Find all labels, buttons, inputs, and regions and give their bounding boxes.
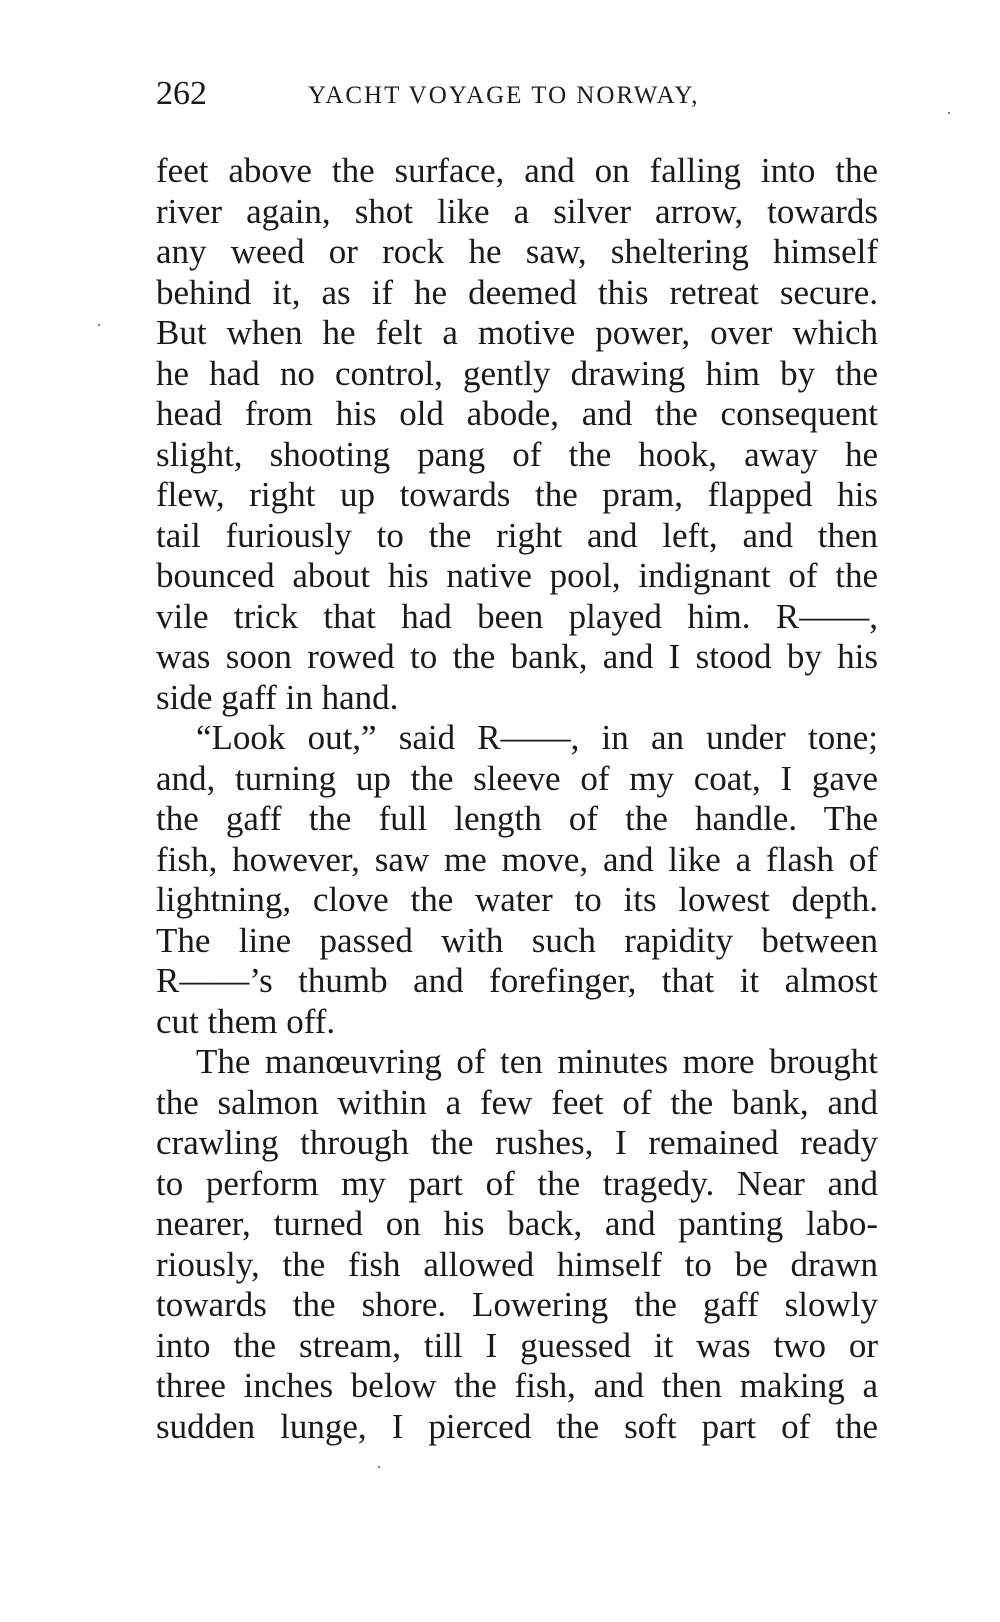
text-line: was soon rowed to the bank, and I stood by his <box>156 637 878 676</box>
text-line: R——’s thumb and forefinger, that it almost <box>156 961 878 1000</box>
body-text <box>156 151 878 1447</box>
scan-speck <box>948 112 950 114</box>
text-line: behind it, as if he deemed this retreat secure. <box>156 272 878 312</box>
text-line: he had no control, gently drawing him by the <box>156 353 878 393</box>
scan-speck <box>378 1466 380 1468</box>
text-line: But when he felt a motive power, over which <box>156 313 878 352</box>
text-line: riously, the fish allowed himself to be drawn <box>156 1244 878 1284</box>
text-line: flew, right up towards the pram, flapped his <box>156 475 878 514</box>
text-line: side gaff in hand. <box>156 677 399 717</box>
text-line: crawling through the rushes, I remained ready <box>156 1123 878 1162</box>
text-line: river again, shot like a silver arrow, towards <box>156 191 878 231</box>
text-line: three inches below the fish, and then making a <box>156 1366 878 1405</box>
text-line: the salmon within a few feet of the bank, and <box>156 1082 878 1122</box>
text-line: and, turning up the sleeve of my coat, I gave <box>156 758 878 798</box>
text-line: sudden lunge, I pierced the soft part of the <box>156 1406 878 1446</box>
text-line: vile trick that had been played him. R——, <box>156 596 878 636</box>
text-line: tail furiously to the right and left, and then <box>156 515 878 555</box>
text-line: nearer, turned on his back, and panting labo- <box>156 1204 878 1243</box>
text-line: The manœuvring of ten minutes more brought <box>196 1042 878 1081</box>
text-line: feet above the surface, and on falling into the <box>156 151 878 190</box>
text-line: head from his old abode, and the consequent <box>156 394 878 433</box>
page-number: 262 <box>156 75 207 112</box>
text-line: fish, however, saw me move, and like a flash of <box>156 839 878 879</box>
text-line: The line passed with such rapidity between <box>156 920 878 960</box>
text-line: bounced about his native pool, indignant of the <box>156 556 878 595</box>
scan-speck <box>98 324 100 326</box>
text-line: slight, shooting pang of the hook, away he <box>156 434 878 474</box>
text-line: towards the shore. Lowering the gaff slowly <box>156 1285 878 1324</box>
text-line: the gaff the full length of the handle. The <box>156 799 878 838</box>
text-line: “Look out,” said R——, in an under tone; <box>196 718 878 757</box>
running-head: YACHT VOYAGE TO NORWAY, <box>308 82 700 109</box>
text-line: lightning, clove the water to its lowest depth. <box>156 880 878 919</box>
page-header <box>156 74 876 114</box>
text-line: into the stream, till I guessed it was two or <box>156 1325 878 1365</box>
text-line: to perform my part of the tragedy. Near and <box>156 1163 878 1203</box>
text-line: any weed or rock he saw, sheltering himself <box>156 232 878 271</box>
text-line: cut them off. <box>156 1001 336 1041</box>
